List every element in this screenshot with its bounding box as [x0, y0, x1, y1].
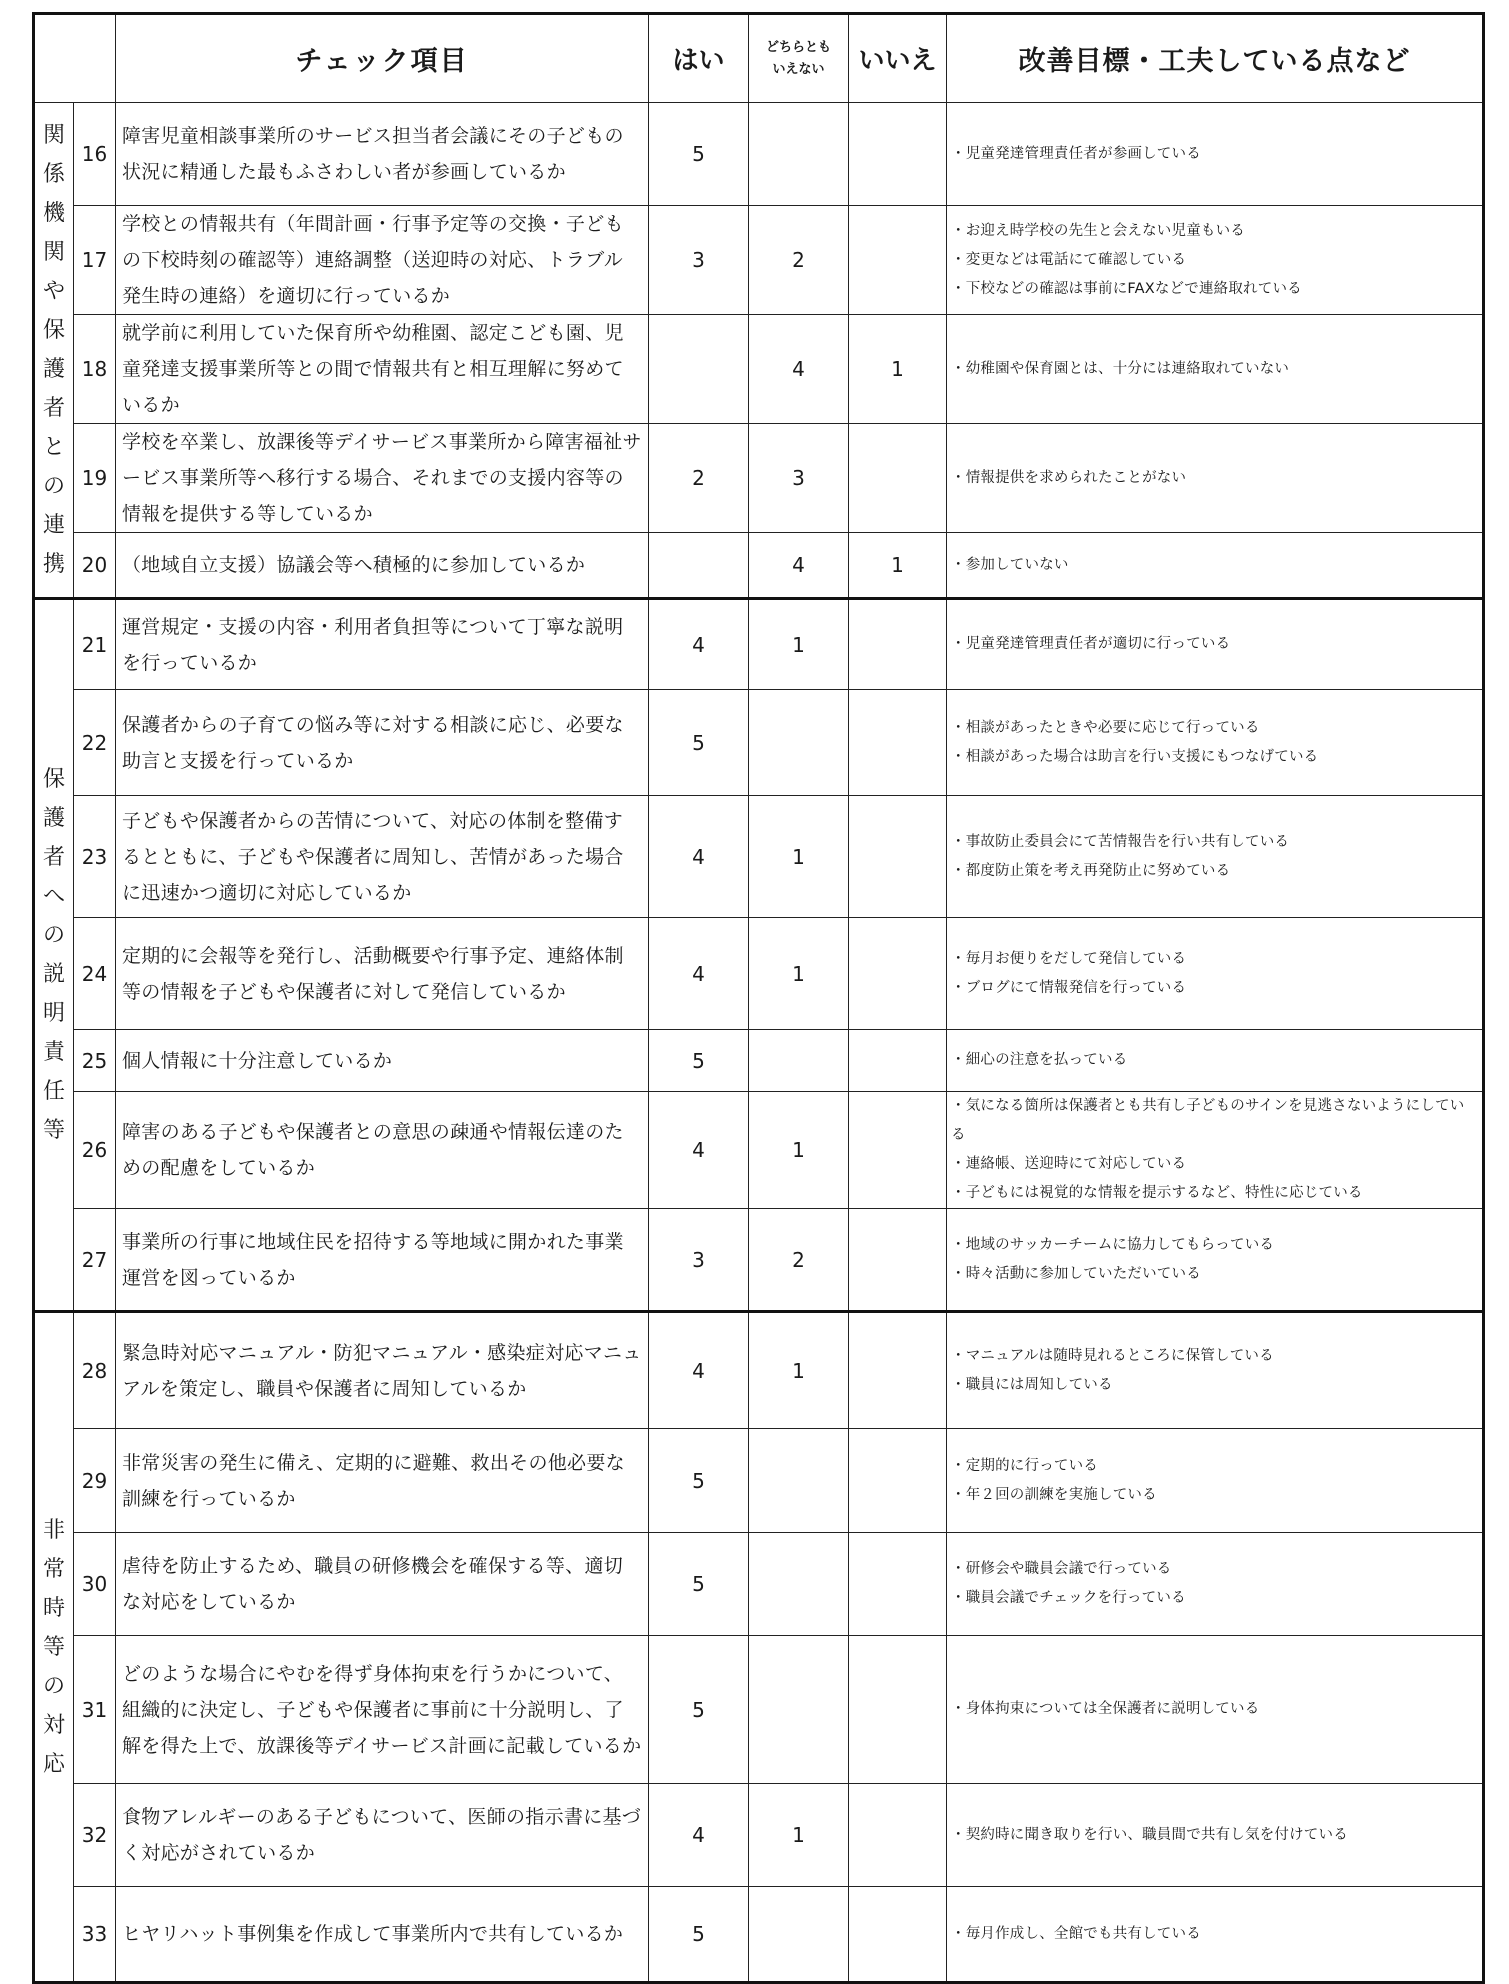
no-count: [849, 599, 947, 690]
header-neither-label: どちらとも いえない: [765, 39, 831, 77]
item-number: 20: [74, 533, 116, 599]
item-number: 27: [74, 1209, 116, 1312]
check-item-text: 非常災害の発生に備え、定期的に避難、救出その他必要な訓練を行っているか: [116, 1429, 649, 1533]
check-item-text: （地域自立支援）協議会等へ積極的に参加しているか: [116, 533, 649, 599]
item-number: 24: [74, 918, 116, 1030]
remarks-cell: [947, 103, 1484, 206]
remarks-cell: [947, 1533, 1484, 1636]
check-item-text: 事業所の行事に地域住民を招待する等地域に開かれた事業運営を図っているか: [116, 1209, 649, 1312]
no-count: [849, 1533, 947, 1636]
item-number: 22: [74, 690, 116, 796]
yes-count: 5: [649, 1887, 749, 1983]
table-row: [34, 1209, 1484, 1312]
remarks-cell: [947, 206, 1484, 315]
check-item-text: 子どもや保護者からの苦情について、対応の体制を整備するとともに、子どもや保護者に周知し、苦情があった場合に迅速かつ適切に対応しているか: [116, 796, 649, 918]
remarks-cell: [947, 1092, 1484, 1209]
remark-line: ・お迎え時学校の先生と会えない児童もいる: [951, 222, 1245, 239]
neither-count: [749, 103, 849, 206]
remark-line: ・変更などは電話にて確認している: [951, 251, 1187, 268]
remark-line: ・年２回の訓練を実施している: [951, 1486, 1157, 1503]
table-row: [34, 1636, 1484, 1784]
no-count: [849, 796, 947, 918]
neither-count: 2: [749, 206, 849, 315]
yes-count: 4: [649, 918, 749, 1030]
check-item-text: 障害児童相談事業所のサービス担当者会議にその子どもの状況に精通した最もふさわしい者が参画しているか: [116, 103, 649, 206]
check-item-text: 個人情報に十分注意しているか: [116, 1030, 649, 1092]
yes-count: 5: [649, 1429, 749, 1533]
remarks-cell: [947, 533, 1484, 599]
item-number: 16: [74, 103, 116, 206]
header-remarks: 改善目標・工夫している点など: [947, 14, 1484, 103]
remark-line: ・参加していない: [951, 556, 1069, 573]
no-count: [849, 1312, 947, 1429]
item-number: 33: [74, 1887, 116, 1983]
table-row: [34, 918, 1484, 1030]
remark-line: ・毎月お便りをだして発信している: [951, 950, 1187, 967]
remark-line: ・相談があった場合は助言を行い支援にもつなげている: [951, 748, 1319, 765]
no-count: [849, 1636, 947, 1784]
yes-count: 2: [649, 424, 749, 533]
yes-count: 4: [649, 796, 749, 918]
no-count: [849, 918, 947, 1030]
no-count: [849, 1429, 947, 1533]
remarks-cell: [947, 315, 1484, 424]
remark-line: ・契約時に聞き取りを行い、職員間で共有し気を付けている: [951, 1826, 1348, 1843]
remarks-cell: [947, 1784, 1484, 1887]
yes-count: 5: [649, 690, 749, 796]
header-check-item: チェック項目: [116, 14, 649, 103]
check-item-text: 就学前に利用していた保育所や幼稚園、認定こども園、児童発達支援事業所等との間で情報共有と相互理解に努めているか: [116, 315, 649, 424]
neither-count: [749, 1429, 849, 1533]
yes-count: 5: [649, 103, 749, 206]
item-number: 23: [74, 796, 116, 918]
category-cell: [34, 599, 74, 1312]
neither-count: 4: [749, 315, 849, 424]
remarks-cell: [947, 1887, 1484, 1983]
neither-count: 1: [749, 599, 849, 690]
no-count: [849, 206, 947, 315]
no-count: [849, 1209, 947, 1312]
remarks-cell: [947, 690, 1484, 796]
neither-count: [749, 690, 849, 796]
neither-count: 1: [749, 796, 849, 918]
remark-line: ・事故防止委員会にて苦情報告を行い共有している: [951, 833, 1290, 850]
yes-count: 5: [649, 1533, 749, 1636]
remark-line: ・職員には周知している: [951, 1376, 1113, 1393]
check-item-text: 障害のある子どもや保護者との意思の疎通や情報伝達のための配慮をしているか: [116, 1092, 649, 1209]
table-row: [34, 1533, 1484, 1636]
table-row: [34, 1887, 1484, 1983]
remark-line: ・研修会や職員会議で行っている: [951, 1561, 1172, 1577]
no-count: 1: [849, 533, 947, 599]
header-neither: [749, 14, 849, 103]
item-number: 17: [74, 206, 116, 315]
yes-count: 4: [649, 599, 749, 690]
neither-count: [749, 1030, 849, 1092]
remark-line: ・下校などの確認は事前にFAXなどで連絡取れている: [951, 280, 1302, 297]
no-count: [849, 1887, 947, 1983]
no-count: [849, 103, 947, 206]
table-row: [34, 599, 1484, 690]
table-row: [34, 315, 1484, 424]
remark-line: ・相談があったときや必要に応じて行っている: [951, 719, 1260, 736]
no-count: [849, 690, 947, 796]
remarks-cell: [947, 918, 1484, 1030]
checklist-body: [34, 103, 1484, 1983]
no-count: [849, 1092, 947, 1209]
yes-count: 5: [649, 1030, 749, 1092]
item-number: 26: [74, 1092, 116, 1209]
neither-count: 1: [749, 918, 849, 1030]
item-number: 18: [74, 315, 116, 424]
item-number: 21: [74, 599, 116, 690]
item-number: 19: [74, 424, 116, 533]
remarks-cell: [947, 424, 1484, 533]
yes-count: 4: [649, 1784, 749, 1887]
check-item-text: 運営規定・支援の内容・利用者負担等について丁寧な説明を行っているか: [116, 599, 649, 690]
remark-line: ・職員会議でチェックを行っている: [951, 1590, 1186, 1606]
check-item-text: どのような場合にやむを得ず身体拘束を行うかについて、組織的に決定し、子どもや保護者に事前に十分説明し、了解を得た上で、放課後等デイサービス計画に記載しているか: [116, 1636, 649, 1784]
yes-count: 4: [649, 1092, 749, 1209]
check-item-text: 虐待を防止するため、職員の研修機会を確保する等、適切な対応をしているか: [116, 1533, 649, 1636]
check-item-text: 保護者からの子育ての悩み等に対する相談に応じ、必要な助言と支援を行っているか: [116, 690, 649, 796]
check-item-text: 学校との情報共有（年間計画・行事予定等の交換・子どもの下校時刻の確認等）連絡調整（送迎時の対応、トラブル発生時の連絡）を適切に行っているか: [116, 206, 649, 315]
remark-line: ・細心の注意を払っている: [951, 1052, 1128, 1068]
category-cell: [34, 103, 74, 599]
remarks-cell: [947, 599, 1484, 690]
remarks-cell: [947, 1030, 1484, 1092]
remark-line: ・連絡帳、送迎時にて対応している: [951, 1156, 1187, 1172]
table-row: [34, 796, 1484, 918]
neither-count: 1: [749, 1312, 849, 1429]
no-count: [849, 1030, 947, 1092]
remark-line: ・時々活動に参加していただいている: [951, 1265, 1201, 1282]
check-item-text: 食物アレルギーのある子どもについて、医師の指示書に基づく対応がされているか: [116, 1784, 649, 1887]
neither-count: 1: [749, 1784, 849, 1887]
remarks-cell: [947, 1312, 1484, 1429]
table-row: [34, 1429, 1484, 1533]
table-row: [34, 1312, 1484, 1429]
neither-count: [749, 1887, 849, 1983]
remark-line: ・地域のサッカーチームに協力してもらっている: [951, 1236, 1275, 1253]
check-item-text: 緊急時対応マニュアル・防犯マニュアル・感染症対応マニュアルを策定し、職員や保護者に周知しているか: [116, 1312, 649, 1429]
remarks-cell: [947, 1209, 1484, 1312]
table-row: [34, 424, 1484, 533]
category-label: 関係機関や保護者との連携: [42, 123, 65, 577]
neither-count: [749, 1533, 849, 1636]
header-no: いいえ: [849, 14, 947, 103]
table-row: [34, 1092, 1484, 1209]
remark-line: ・定期的に行っている: [951, 1457, 1098, 1474]
remark-line: ・児童発達管理責任者が参画している: [951, 145, 1201, 162]
check-item-text: 学校を卒業し、放課後等デイサービス事業所から障害福祉サービス事業所等へ移行する場合、それまでの支援内容等の情報を提供する等しているか: [116, 424, 649, 533]
remark-line: ・児童発達管理責任者が適切に行っている: [951, 636, 1231, 652]
remarks-cell: [947, 1636, 1484, 1784]
item-number: 25: [74, 1030, 116, 1092]
remark-line: ・ブログにて情報発信を行っている: [951, 979, 1187, 996]
neither-count: 4: [749, 533, 849, 599]
remark-line: ・身体拘束については全保護者に説明している: [951, 1701, 1260, 1717]
remark-line: ・情報提供を求められたことがない: [951, 469, 1187, 486]
yes-count: 3: [649, 1209, 749, 1312]
yes-count: [649, 315, 749, 424]
yes-count: 5: [649, 1636, 749, 1784]
neither-count: 1: [749, 1092, 849, 1209]
remark-line: ・都度防止策を考え再発防止に努めている: [951, 862, 1231, 879]
table-row: [34, 1784, 1484, 1887]
check-item-text: 定期的に会報等を発行し、活動概要や行事予定、連絡体制等の情報を子どもや保護者に対して発信しているか: [116, 918, 649, 1030]
item-number: 32: [74, 1784, 116, 1887]
no-count: [849, 424, 947, 533]
yes-count: [649, 533, 749, 599]
no-count: 1: [849, 315, 947, 424]
table-row: [34, 1030, 1484, 1092]
item-number: 31: [74, 1636, 116, 1784]
header-row: [34, 14, 1484, 103]
remark-line: ・幼稚園や保育園とは、十分には連絡取れていない: [951, 360, 1290, 377]
category-label: 保護者への説明責任等: [42, 767, 65, 1143]
category-cell: [34, 1312, 74, 1983]
neither-count: 3: [749, 424, 849, 533]
check-item-text: ヒヤリハット事例集を作成して事業所内で共有しているか: [116, 1887, 649, 1983]
remark-line: ・マニュアルは随時見れるところに保管している: [951, 1347, 1274, 1364]
table-row: [34, 206, 1484, 315]
remark-line: ・子どもには視覚的な情報を提示するなど、特性に応じている: [951, 1185, 1363, 1201]
checklist-table: [32, 12, 1485, 1984]
header-blank: [34, 14, 116, 103]
table-row: [34, 533, 1484, 599]
remarks-cell: [947, 796, 1484, 918]
category-label: 非常時等の対応: [42, 1517, 65, 1777]
item-number: 28: [74, 1312, 116, 1429]
item-number: 30: [74, 1533, 116, 1636]
table-row: [34, 103, 1484, 206]
item-number: 29: [74, 1429, 116, 1533]
yes-count: 4: [649, 1312, 749, 1429]
remarks-cell: [947, 1429, 1484, 1533]
neither-count: [749, 1636, 849, 1784]
yes-count: 3: [649, 206, 749, 315]
no-count: [849, 1784, 947, 1887]
remark-line: ・毎月作成し、全館でも共有している: [951, 1925, 1201, 1942]
neither-count: 2: [749, 1209, 849, 1312]
remark-line: ・気になる箇所は保護者とも共有し子どものサインを見逃さないようにしている: [951, 1098, 1465, 1143]
header-yes: はい: [649, 14, 749, 103]
table-row: [34, 690, 1484, 796]
